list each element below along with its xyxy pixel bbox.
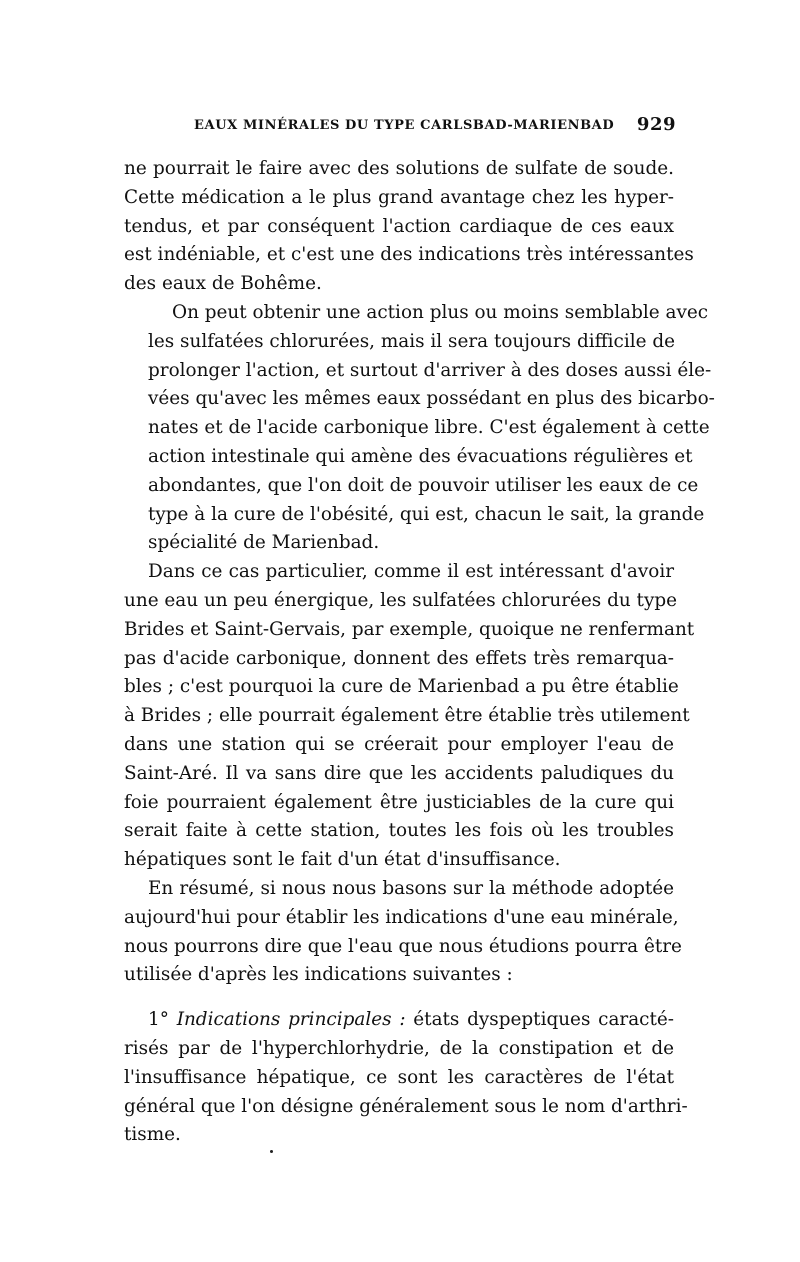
- text-line: On peut obtenir une action plus ou moins semblable avec: [172, 301, 709, 323]
- text-line: aujourd'hui pour établir les indications d'une eau minérale,: [124, 906, 679, 928]
- text-line: tendus, et par conséquent l'action cardiaque de ces eaux: [124, 215, 674, 237]
- text-line: type à la cure de l'obésité, qui est, chacun le sait, la grande: [148, 503, 705, 525]
- text-line: spécialité de Marienbad.: [148, 532, 380, 554]
- text-line: action intestinale qui amène des évacuations régulières et: [148, 445, 693, 467]
- text-line: nous pourrons dire que l'eau que nous étudions pourra être: [124, 935, 682, 957]
- body-text: [124, 155, 715, 1150]
- print-speck: [270, 1150, 273, 1153]
- text-line: risés par de l'hyperchlorhydrie, de la constipation et de: [124, 1037, 674, 1059]
- text-line: des eaux de Bohême.: [124, 273, 322, 295]
- text-line: général que l'on désigne généralement sous le nom d'arthri-: [124, 1095, 688, 1117]
- page-number: 929: [636, 114, 676, 135]
- running-title: EAUX MINÉRALES DU TYPE CARLSBAD-MARIENBAD: [194, 118, 615, 133]
- text-line: serait faite à cette station, toutes les fois où les troubles: [124, 820, 674, 842]
- text-line: à Brides ; elle pourrait également être établie très utilement: [124, 705, 690, 727]
- text-line: l'insuffisance hépatique, ce sont les caractères de l'état: [124, 1066, 674, 1088]
- item-text: états dyspeptiques caracté-: [413, 1009, 674, 1031]
- text-line: tisme.: [124, 1124, 181, 1146]
- text-line: hépatiques sont le fait d'un état d'insuffisance.: [124, 849, 561, 871]
- paragraph-3: [124, 558, 695, 875]
- paragraph-1: [124, 155, 694, 299]
- text-line: [124, 1006, 674, 1035]
- text-line: Dans ce cas particulier, comme il est intéressant d'avoir: [148, 561, 674, 583]
- indication-item-1: [124, 1006, 688, 1150]
- text-line: Cette médication a le plus grand avantage chez les hyper-: [124, 186, 674, 208]
- text-line: ne pourrait le faire avec des solutions de sulfate de soude.: [124, 158, 674, 179]
- text-line: Saint-Aré. Il va sans dire que les accidents paludiques du: [124, 762, 674, 784]
- paragraph-4: [124, 875, 682, 990]
- text-line: les sulfatées chlorurées, mais il sera toujours difficile de: [148, 330, 675, 352]
- text-line: vées qu'avec les mêmes eaux possédant en plus des bicarbo-: [148, 388, 715, 410]
- item-heading: Indications principales :: [176, 1009, 406, 1031]
- text-line: une eau un peu énergique, les sulfatées chlorurées du type: [124, 589, 677, 611]
- text-line: est indéniable, et c'est une des indications très intéressantes: [124, 244, 694, 266]
- text-line: bles ; c'est pourquoi la cure de Marienbad a pu être établie: [124, 676, 679, 698]
- item-number: 1°: [148, 1009, 169, 1031]
- text-line: abondantes, que l'on doit de pouvoir utiliser les eaux de ce: [148, 474, 699, 496]
- text-line: En résumé, si nous nous basons sur la méthode adoptée: [148, 877, 674, 899]
- paragraph-2: [124, 299, 715, 558]
- text-line: dans une station qui se créerait pour employer l'eau de: [124, 733, 674, 755]
- text-line: utilisée d'après les indications suivantes :: [124, 964, 513, 986]
- text-line: pas d'acide carbonique, donnent des effets très remarqua-: [124, 647, 674, 669]
- text-line: foie pourraient également être justiciables de la cure qui: [124, 791, 674, 813]
- text-line: prolonger l'action, et surtout d'arriver à des doses aussi éle-: [148, 359, 712, 381]
- text-line: Brides et Saint-Gervais, par exemple, quoique ne renfermant: [124, 618, 695, 640]
- running-head: [124, 114, 676, 142]
- text-line: nates et de l'acide carbonique libre. C'est également à cette: [148, 417, 710, 439]
